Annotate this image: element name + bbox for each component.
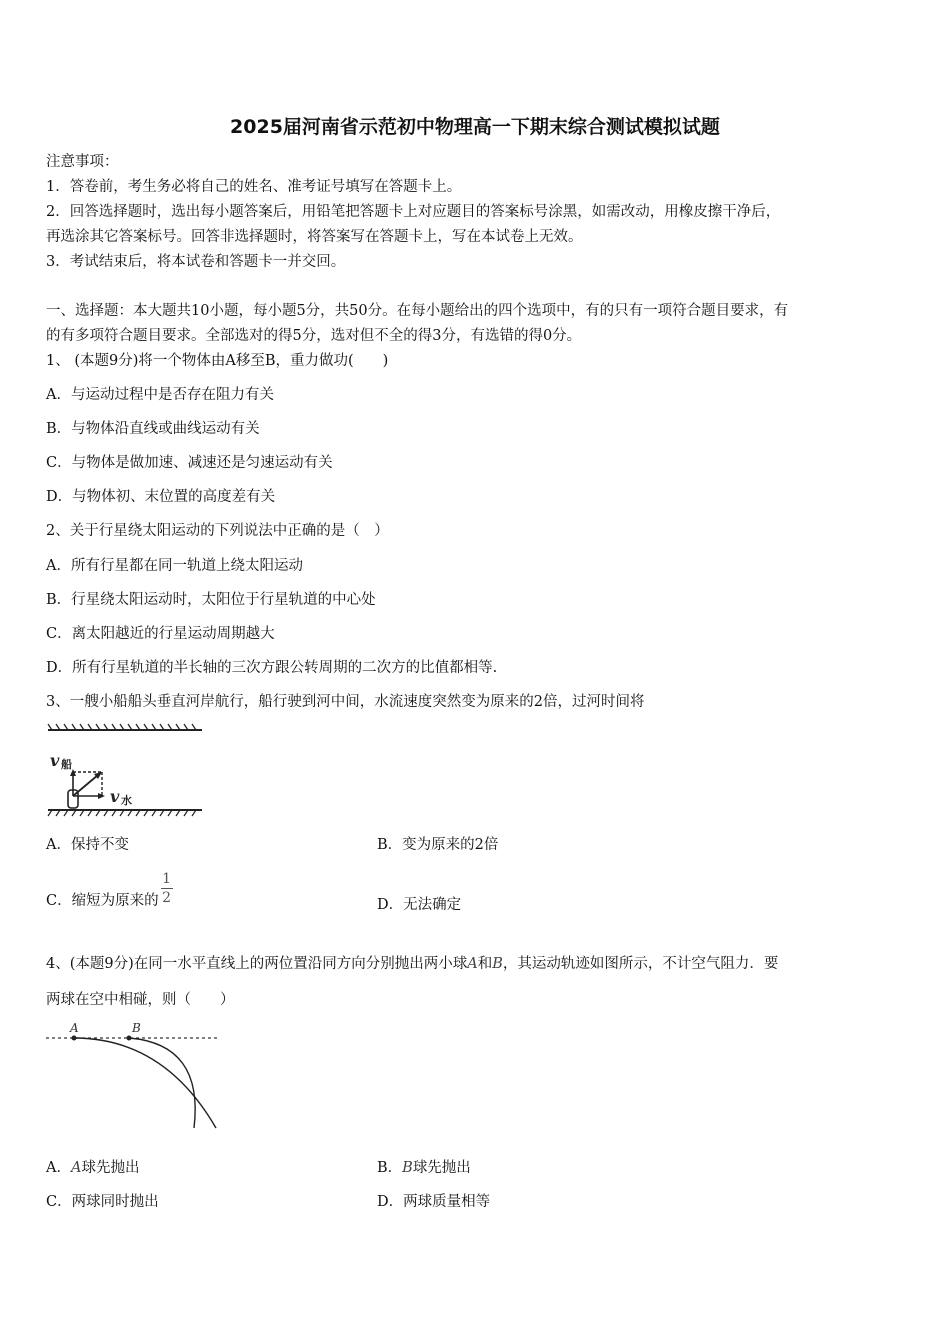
q4-option-d: D．两球质量相等	[377, 1194, 491, 1210]
q4-option-c: C．两球同时抛出	[46, 1194, 159, 1210]
q3-stem: 3、一艘小船船头垂直河岸航行，船行驶到河中间，水流速度突然变为原来的2倍，过河时间将	[46, 694, 645, 710]
q1-option-d: D．与物体初、末位置的高度差有关	[46, 489, 276, 505]
q4-option-b	[377, 1158, 471, 1178]
notice-item-1: 1．答卷前，考生务必将自己的姓名、准考证号填写在答题卡上。	[46, 179, 462, 195]
notice-item-2: 2．回答选择题时，选出每小题答案后，用铅笔把答题卡上对应题目的答案标号涂黑，如需改动，用橡皮擦干净后，	[46, 204, 781, 220]
q4-stem-part1: 4、(本题9分)在同一水平直线上的两位置沿同方向分别抛出两小球	[46, 956, 468, 972]
q4-stem-var-b: B	[492, 956, 503, 972]
q4-stem	[46, 954, 910, 974]
v-water-subscript: 水	[121, 794, 132, 807]
fraction-numerator: 1	[162, 871, 172, 887]
notice-item-3: 3．考试结束后，将本试卷和答题卡一并交回。	[46, 254, 346, 270]
q1-option-b: B．与物体沿直线或曲线运动有关	[46, 421, 260, 437]
q4-option-b-var: B	[402, 1160, 413, 1176]
q3-fraction	[161, 871, 173, 906]
v-boat-symbol: v	[50, 751, 60, 770]
q3-option-b: B．变为原来的2倍	[377, 837, 499, 853]
section-intro-1: 一、选择题：本大题共10小题，每小题5分，共50分。在每小题给出的四个选项中，有的只有一项符合题目要求，有	[46, 303, 789, 319]
q2-option-a: A．所有行星都在同一轨道上绕太阳运动	[46, 558, 303, 574]
q4-stem-and: 和	[477, 956, 493, 972]
q4-option-a-text: 球先抛出	[81, 1160, 140, 1176]
section-intro-2: 的有多项符合题目要求。全部选对的得5分，选对但不全的得3分，有选错的得0分。	[46, 328, 582, 344]
q3-option-c-text: C．缩短为原来的	[46, 892, 159, 909]
q3-option-a: A．保持不变	[46, 837, 129, 853]
q4-option-b-prefix: B．	[377, 1160, 403, 1176]
v-boat-subscript: 船	[61, 758, 72, 771]
q2-option-d: D．所有行星轨道的半长轴的三次方跟公转周期的二次方的比值都相等.	[46, 660, 498, 676]
q3-option-c	[46, 871, 173, 909]
q4-option-a	[46, 1158, 139, 1178]
q2-option-b: B．行星绕太阳运动时，太阳位于行星轨道的中心处	[46, 592, 376, 608]
q4-stem-line2: 两球在空中相碰，则（ ）	[46, 992, 235, 1008]
q3-option-d: D．无法确定	[377, 897, 462, 913]
q4-option-a-prefix: A．	[46, 1160, 71, 1176]
trajectory-label-a: A	[70, 1021, 79, 1035]
notice-item-2-cont: 再选涂其它答案标号。回答非选择题时，将答案写在答题卡上，写在本试卷上无效。	[46, 229, 583, 245]
fraction-denominator: 2	[162, 890, 172, 906]
q1-stem: 1、 (本题9分)将一个物体由A移至B，重力做功( )	[46, 353, 389, 369]
v-water-symbol: v	[110, 787, 120, 806]
q4-option-b-text: 球先抛出	[412, 1160, 471, 1176]
q2-option-c: C．离太阳越近的行星运动周期越大	[46, 626, 275, 642]
q3-river-figure	[46, 722, 206, 822]
q1-option-c: C．与物体是做加速、减速还是匀速运动有关	[46, 455, 333, 471]
q4-trajectory-figure	[44, 1020, 224, 1132]
trajectory-label-b: B	[132, 1021, 141, 1035]
q1-option-a: A．与运动过程中是否存在阻力有关	[46, 387, 274, 403]
q4-option-a-var: A	[70, 1160, 82, 1176]
notice-heading: 注意事项：	[46, 154, 119, 170]
page-title: 2025届河南省示范初中物理高一下期末综合测试模拟试题	[230, 116, 720, 138]
q4-stem-var-a: A	[467, 956, 478, 972]
q2-stem: 2、关于行星绕太阳运动的下列说法中正确的是（ ）	[46, 523, 389, 539]
q4-stem-part2: ，其运动轨迹如图所示，不计空气阻力．要	[502, 956, 779, 972]
